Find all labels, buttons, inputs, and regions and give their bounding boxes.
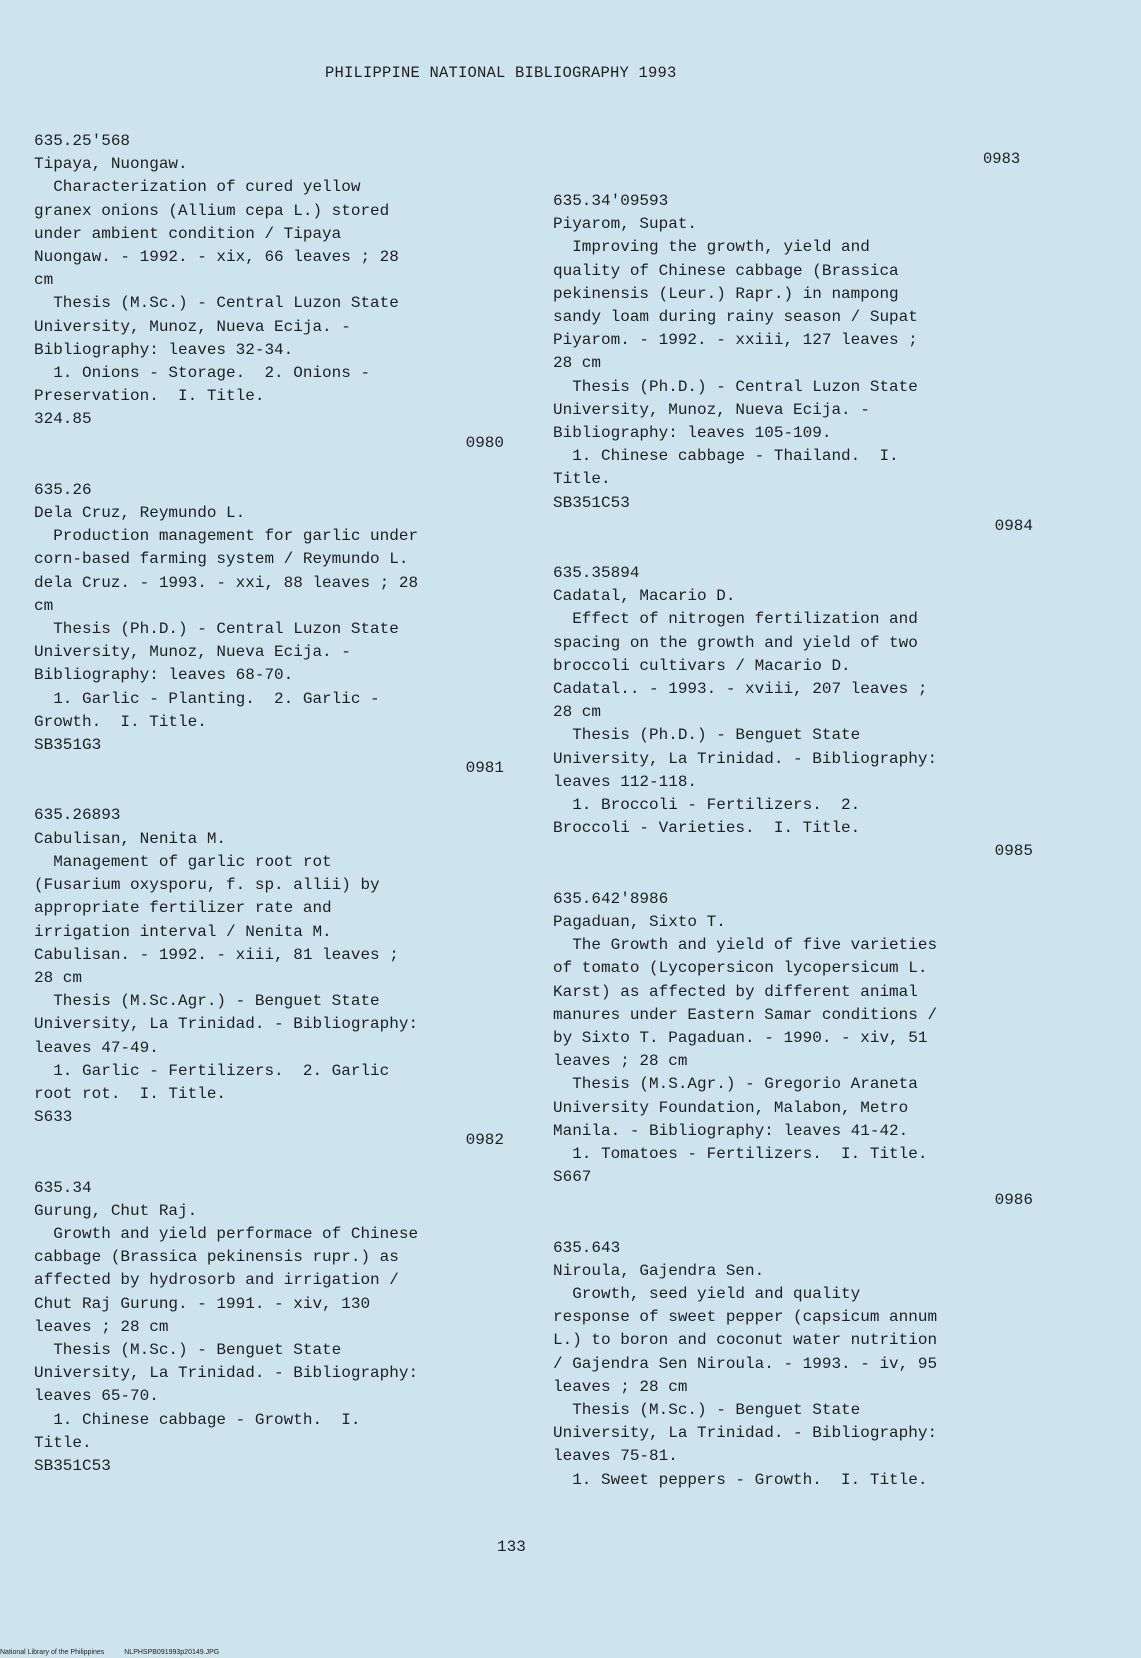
entry-line: Bibliography: leaves 105-109. xyxy=(553,424,832,443)
entry-line: Pagaduan, Sixto T. xyxy=(553,912,726,931)
bibliography-entry xyxy=(553,190,1033,538)
entry-line: / Gajendra Sen Niroula. - 1993. - iv, 95 xyxy=(553,1354,938,1373)
entry-line: manures under Eastern Samar conditions / xyxy=(553,1005,938,1024)
entry-line: leaves ; 28 cm xyxy=(553,1052,688,1071)
entry-line: 1. Garlic - Fertilizers. 2. Garlic xyxy=(34,1061,390,1080)
entry-line: Growth and yield performace of Chinese xyxy=(34,1224,419,1243)
entry-number: 0985 xyxy=(994,842,1033,861)
entry-line: University, Munoz, Nueva Ecija. - xyxy=(34,317,351,336)
entry-line: Thesis (M.Sc.Agr.) - Benguet State xyxy=(34,992,380,1011)
entry-line: Chut Raj Gurung. - 1991. - xiv, 130 xyxy=(34,1294,371,1313)
entry-line: Piyarom. - 1992. - xxiii, 127 leaves ; xyxy=(553,331,918,350)
left-column xyxy=(34,130,504,1478)
footer-file: NLPHSPB091993p20149.JPG xyxy=(124,1649,220,1656)
entry-line: SB351C53 xyxy=(553,493,630,512)
entry-line: (Fusarium oxysporu, f. sp. allii) by xyxy=(34,876,380,895)
entry-line: University, Munoz, Nueva Ecija. - xyxy=(553,400,870,419)
entry-line: 1. Onions - Storage. 2. Onions - xyxy=(34,364,371,383)
entry-line: Thesis (M.Sc.) - Benguet State xyxy=(553,1400,861,1419)
scan-footer xyxy=(0,1648,237,1657)
entry-line: granex onions (Allium cepa L.) stored xyxy=(34,201,390,220)
entry-line: leaves 112-118. xyxy=(553,772,698,791)
entry-line: 1. Broccoli - Fertilizers. 2. xyxy=(553,796,861,815)
entry-line: cm xyxy=(34,271,54,290)
bibliography-entry xyxy=(34,804,504,1152)
entry-line: cabbage (Brassica pekinensis rupr.) as xyxy=(34,1248,399,1267)
entry-line: under ambient condition / Tipaya xyxy=(34,224,342,243)
entry-line: 28 cm xyxy=(34,968,83,987)
entry-line: S667 xyxy=(553,1168,592,1187)
entry-number: 0986 xyxy=(994,1191,1033,1210)
entry-line: Broccoli - Varieties. I. Title. xyxy=(553,819,861,838)
entry-line: Thesis (Ph.D.) - Central Luzon State xyxy=(34,620,399,639)
call-number: 635.35894 xyxy=(553,564,640,583)
entry-line: University, La Trinidad. - Bibliography: xyxy=(553,749,938,768)
entry-line: 1. Tomatoes - Fertilizers. I. Title. xyxy=(553,1144,928,1163)
call-number: 635.25'568 xyxy=(34,132,131,150)
entry-line: by Sixto T. Pagaduan. - 1990. - xiv, 51 xyxy=(553,1028,928,1047)
entry-line: 324.85 xyxy=(34,410,92,429)
entry-line: 1. Chinese cabbage - Growth. I. xyxy=(34,1410,361,1429)
entry-line: irrigation interval / Nenita M. xyxy=(34,922,332,941)
page-number: 133 xyxy=(497,1538,526,1556)
page-header: PHILIPPINE NATIONAL BIBLIOGRAPHY 1993 xyxy=(325,64,677,82)
entry-line: response of sweet pepper (capsicum annum xyxy=(553,1308,938,1327)
entry-line: University, La Trinidad. - Bibliography: xyxy=(34,1364,419,1383)
entry-line: root rot. I. Title. xyxy=(34,1084,227,1103)
bibliography-entry xyxy=(553,1237,1033,1492)
entry-line: Thesis (M.S.Agr.) - Gregorio Araneta xyxy=(553,1075,918,1094)
entry-line: Title. xyxy=(553,470,611,489)
entry-number: 0984 xyxy=(994,516,1033,535)
entry-line: sandy loam during rainy season / Supat xyxy=(553,308,918,327)
entry-number: 0982 xyxy=(465,1131,504,1150)
entry-line: Bibliography: leaves 32-34. xyxy=(34,340,294,359)
entry-number-0983: 0983 xyxy=(983,150,1021,168)
entry-line: 1. Chinese cabbage - Thailand. I. xyxy=(553,447,899,466)
entry-line: dela Cruz. - 1993. - xxi, 88 leaves ; 28 xyxy=(34,573,419,592)
entry-line: Thesis (M.Sc.) - Central Luzon State xyxy=(34,294,399,313)
call-number: 635.642'8986 xyxy=(553,889,669,908)
call-number: 635.34'09593 xyxy=(553,192,669,210)
entry-line: Growth. I. Title. xyxy=(34,712,207,731)
entry-line: affected by hydrosorb and irrigation / xyxy=(34,1271,399,1290)
entry-line: leaves ; 28 cm xyxy=(34,1317,169,1336)
entry-line: Tipaya, Nuongaw. xyxy=(34,155,188,174)
entry-line: Cabulisan. - 1992. - xiii, 81 leaves ; xyxy=(34,945,399,964)
entry-line: Improving the growth, yield and xyxy=(553,238,870,257)
entry-line: Title. xyxy=(34,1433,92,1452)
entry-line: Cadatal, Macario D. xyxy=(553,587,736,606)
entry-line: leaves ; 28 cm xyxy=(553,1377,688,1396)
entry-line: The Growth and yield of five varieties xyxy=(553,936,938,955)
entry-line: 1. Sweet peppers - Growth. I. Title. xyxy=(553,1470,928,1489)
call-number: 635.643 xyxy=(553,1238,621,1257)
entry-line: 28 cm xyxy=(553,354,602,373)
entry-line: Bibliography: leaves 68-70. xyxy=(34,666,294,685)
entry-line: quality of Chinese cabbage (Brassica xyxy=(553,261,899,280)
entry-line: University, La Trinidad. - Bibliography: xyxy=(34,1015,419,1034)
entry-line: Gurung, Chut Raj. xyxy=(34,1201,198,1220)
bibliography-entry xyxy=(34,130,504,455)
entry-line: Thesis (Ph.D.) - Benguet State xyxy=(553,726,861,745)
entry-line: SB351C53 xyxy=(34,1456,111,1475)
call-number: 635.34 xyxy=(34,1178,92,1197)
entry-line: Growth, seed yield and quality xyxy=(553,1284,861,1303)
entry-line: leaves 65-70. xyxy=(34,1387,159,1406)
entry-line: spacing on the growth and yield of two xyxy=(553,633,918,652)
bibliography-entry xyxy=(553,562,1033,864)
entry-line: Karst) as affected by different animal xyxy=(553,982,918,1001)
entry-line: L.) to boron and coconut water nutrition xyxy=(553,1331,938,1350)
entry-line: Thesis (M.Sc.) - Benguet State xyxy=(34,1340,342,1359)
right-column xyxy=(553,190,1033,1492)
entry-line: Effect of nitrogen fertilization and xyxy=(553,610,918,629)
entry-line: SB351G3 xyxy=(34,736,102,755)
entry-line: Dela Cruz, Reymundo L. xyxy=(34,504,246,523)
entry-line: University, La Trinidad. - Bibliography: xyxy=(553,1424,938,1443)
footer-library: National Library of the Philippines xyxy=(0,1649,105,1656)
entry-line: Cabulisan, Nenita M. xyxy=(34,829,227,848)
entry-line: cm xyxy=(34,596,54,615)
call-number: 635.26 xyxy=(34,480,92,499)
entry-line: 1. Garlic - Planting. 2. Garlic - xyxy=(34,689,380,708)
entry-line: leaves 75-81. xyxy=(553,1447,678,1466)
bibliography-entry xyxy=(34,1177,504,1479)
entry-line: of tomato (Lycopersicon lycopersicum L. xyxy=(553,959,928,978)
entry-line: broccoli cultivars / Macario D. xyxy=(553,656,851,675)
entry-number: 0980 xyxy=(465,433,504,452)
entry-line: University, Munoz, Nueva Ecija. - xyxy=(34,643,351,662)
entry-line: Nuongaw. - 1992. - xix, 66 leaves ; 28 xyxy=(34,248,399,267)
entry-line: Piyarom, Supat. xyxy=(553,215,698,234)
entry-line: Cadatal.. - 1993. - xviii, 207 leaves ; xyxy=(553,680,928,699)
entry-number: 0981 xyxy=(465,759,504,778)
entry-line: Characterization of cured yellow xyxy=(34,178,361,197)
entry-line: appropriate fertilizer rate and xyxy=(34,899,332,918)
entry-line: 28 cm xyxy=(553,703,602,722)
entry-line: Management of garlic root rot xyxy=(34,852,332,871)
entry-line: Niroula, Gajendra Sen. xyxy=(553,1261,765,1280)
bibliography-entry xyxy=(553,888,1033,1213)
entry-line: University Foundation, Malabon, Metro xyxy=(553,1098,909,1117)
entry-line: corn-based farming system / Reymundo L. xyxy=(34,550,409,569)
entry-line: Production management for garlic under xyxy=(34,527,419,546)
entry-line: leaves 47-49. xyxy=(34,1038,159,1057)
entry-line: Preservation. I. Title. xyxy=(34,387,265,406)
entry-line: Thesis (Ph.D.) - Central Luzon State xyxy=(553,377,918,396)
call-number: 635.26893 xyxy=(34,806,121,825)
entry-line: Manila. - Bibliography: leaves 41-42. xyxy=(553,1121,909,1140)
bibliography-entry xyxy=(34,479,504,781)
entry-line: S633 xyxy=(34,1108,73,1127)
entry-line: pekinensis (Leur.) Rapr.) in nampong xyxy=(553,284,899,303)
